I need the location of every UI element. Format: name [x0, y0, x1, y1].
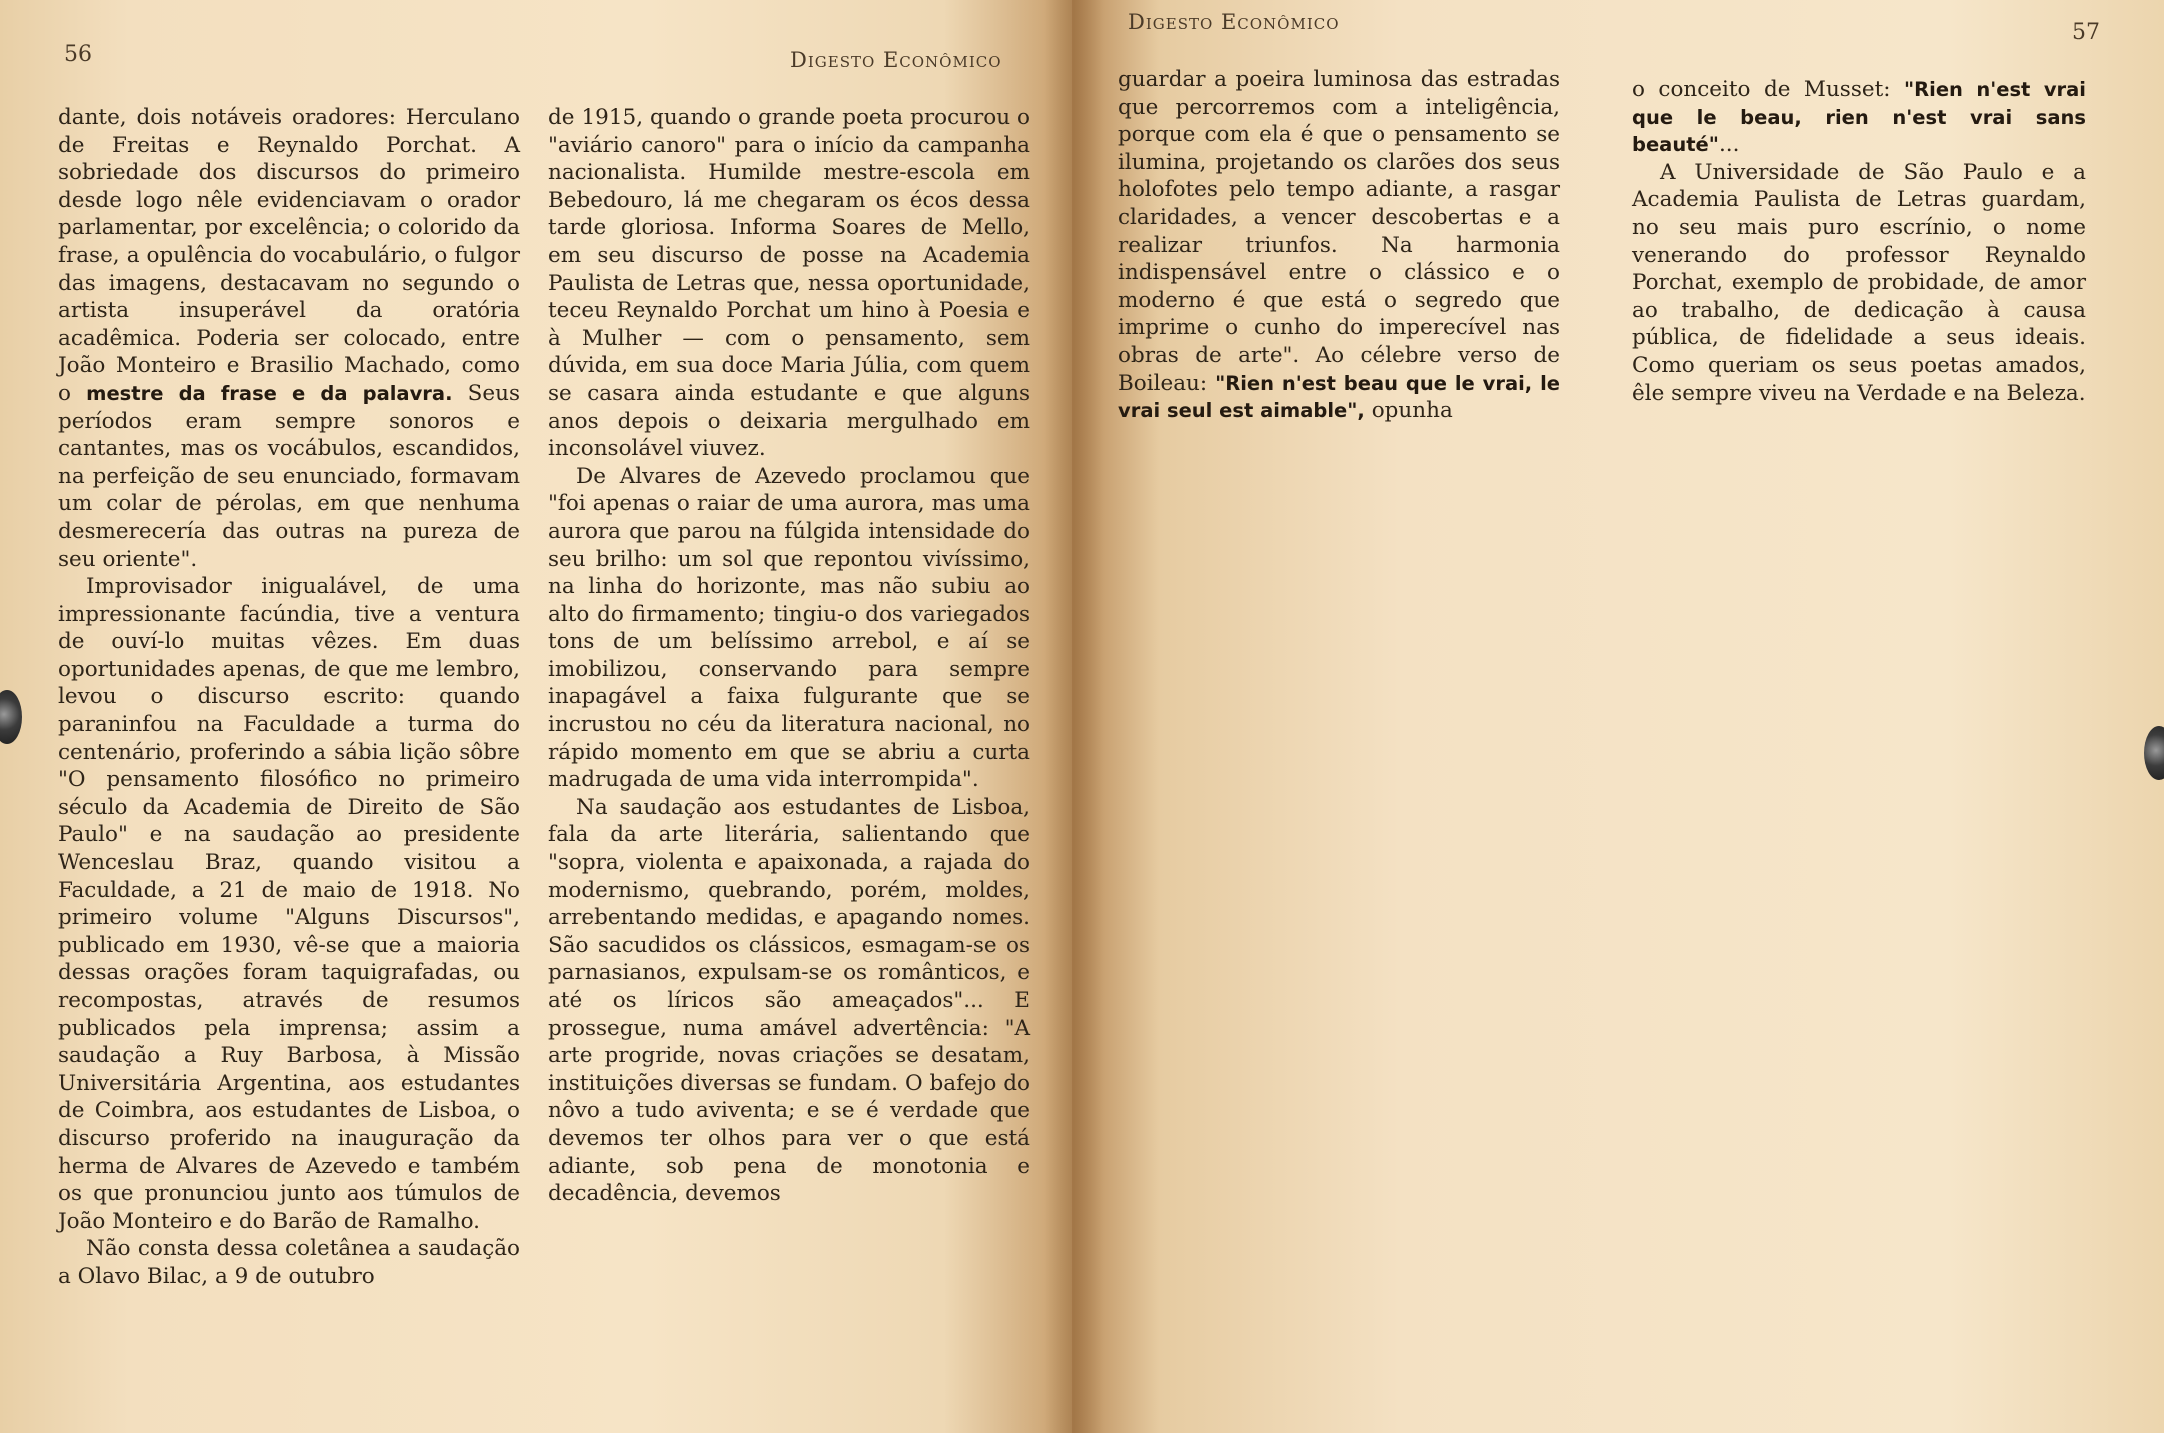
left-page-column-2 — [548, 104, 1030, 1208]
running-head-right: Digesto Econômico — [1128, 10, 1340, 34]
binding-rivet-left — [0, 690, 22, 744]
page-number-left: 56 — [64, 42, 92, 67]
left-page — [0, 0, 1072, 1433]
page-number-right: 57 — [2072, 20, 2100, 45]
paragraph: guardar a poeira luminosa das estradas que percorremos com a inteligência, porque com ela é que o pensamento se ilumina, projetando os clarões dos seus holofotes pelo tempo adiante, a rasgar claridades, a vencer descobertas e a realizar triunfos. Na harmonia indispensável entre o clássico e o moderno é que está o segredo que imprime o cunho do imperecível nas obras de arte". Ao célebre verso de Boileau: "Rien n'est beau que le vrai, le vrai seul est aimable", opunha — [1118, 67, 1560, 424]
right-page-column-2 — [1632, 76, 2086, 407]
emphasis: mestre da frase e da palavra. — [86, 381, 453, 405]
binding-rivet-right — [2144, 726, 2164, 780]
paragraph: Não consta dessa coletânea a saudação a Olavo Bilac, a 9 de outubro — [58, 1236, 520, 1289]
paragraph: de 1915, quando o grande poeta procurou o "aviário canoro" para o início da campanha nacionalista. Humilde mestre-escola em Bebedouro, lá me chegaram os écos dessa tarde gloriosa. Informa Soares de Mello, em seu discurso de posse na Academia Paulista de Letras que, nessa oportunidade, teceu Reynaldo Porchat um hino à Poesia e à Mulher — com o pensamento, sem dúvida, em sua doce Maria Júlia, com quem se casara ainda estudante e que alguns anos depois o deixaria mergulhado em inconsolável viuvez. — [548, 105, 1030, 462]
right-page — [1072, 0, 2164, 1433]
emphasis: "Rien n'est vrai que le beau, rien n'est vrai sans beauté" — [1632, 78, 2086, 157]
emphasis: "Rien n'est beau que le vrai, le vrai seul est aimable", — [1118, 371, 1560, 423]
right-page-column-1 — [1118, 66, 1560, 425]
paragraph: dante, dois notáveis oradores: Herculano de Freitas e Reynaldo Porchat. A sobriedade dos discursos do primeiro desde logo nêle evidenciavam o orador parlamentar, por excelência; o colorido da frase, a opulência do vocabulário, o fulgor das imagens, destacavam no segundo o artista insuperável da oratória acadêmica. Poderia ser colocado, entre João Monteiro e Brasilio Machado, como o mestre da frase e da palavra. Seus períodos eram sempre sonoros e cantantes, mas os vocábulos, escandidos, na perfeição de seu enunciado, formavam um colar de pérolas, em que nenhuma desmerecería das outras na pureza de seu oriente". — [58, 105, 521, 572]
running-head-left: Digesto Econômico — [790, 48, 1002, 72]
paragraph: Improvisador inigualável, de uma impressionante facúndia, tive a ventura de ouví-lo muitas vêzes. Em duas oportunidades apenas, de que me lembro, levou o discurso escrito: quando paraninfou na Faculdade a turma do centenário, proferindo a sábia lição sôbre "O pensamento filosófico no primeiro século da Academia de Direito de São Paulo" e na saudação ao presidente Wenceslau Braz, quando visitou a Faculdade, a 21 de maio de 1918. No primeiro volume "Alguns Discursos", publicado em 1930, vê-se que a maioria dessas orações foram taquigrafadas, ou recompostas, através de resumos publicados pela imprensa; assim a saudação a Ruy Barbosa, à Missão Universitária Argentina, aos estudantes de Coimbra, aos estudantes de Lisboa, o discurso proferido na inauguração da herma de Alvares de Azevedo e também os que pronunciou junto aos túmulos de João Monteiro e do Barão de Ramalho. — [58, 574, 520, 1234]
paragraph: Na saudação aos estudantes de Lisboa, fala da arte literária, salientando que "sopra, violenta e apaixonada, a rajada do modernismo, quebrando, porém, moldes, arrebentando medidas, e apagando nomes. São sacudidos os clássicos, esmagam-se os parnasianos, expulsam-se os românticos, e até os líricos são ameaçados"... E prossegue, numa amável advertência: "A arte progride, novas criações se desatam, instituições diversas se fundam. O bafejo do nôvo a tudo aviventa; e se é verdade que devemos ter olhos para ver o que está adiante, sob pena de monotonia e decadência, devemos — [548, 794, 1030, 1207]
paragraph: De Alvares de Azevedo proclamou que "foi apenas o raiar de uma aurora, mas uma aurora que parou na fúlgida intensidade do seu brilho: um sol que repontou vivíssimo, na linha do horizonte, mas não subiu ao alto do firmamento; tingiu-o dos variegados tons de um belíssimo arrebol, e aí se imobilizou, conservando para sempre inapagável a faixa fulgurante que se incrustou no céu da literatura nacional, no rápido momento em que se abriu a curta madrugada de uma vida interrompida". — [548, 463, 1030, 793]
paragraph: A Universidade de São Paulo e a Academia Paulista de Letras guardam, no seu mais puro escrínio, o nome venerando do professor Reynaldo Porchat, exemplo de probidade, de amor ao trabalho, de dedicação à causa pública, de fidelidade a seus ideais. Como queriam os seus poetas amados, êle sempre viveu na Verdade e na Beleza. — [1632, 159, 2086, 406]
gutter-shadow — [1044, 0, 1104, 1433]
left-page-column-1 — [58, 104, 520, 1291]
paragraph: o conceito de Musset: "Rien n'est vrai que le beau, rien n'est vrai sans beauté"... — [1632, 77, 2086, 158]
